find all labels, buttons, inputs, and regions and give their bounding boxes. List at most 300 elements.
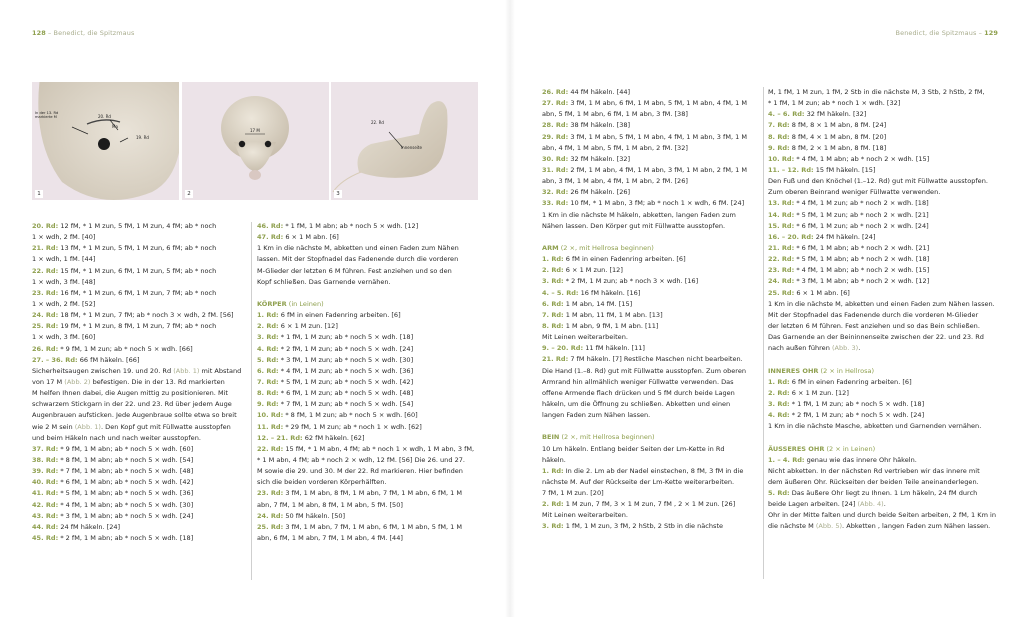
- text-line: [542, 232, 747, 243]
- round-label: 41. Rd:: [32, 489, 59, 498]
- round-label: 3. Rd:: [542, 277, 564, 286]
- text-line: [768, 444, 996, 455]
- text-line: [257, 277, 474, 288]
- round-label: 8. Rd:: [257, 389, 279, 398]
- section-heading: BEIN: [542, 433, 560, 442]
- text-line: [542, 143, 747, 154]
- text-segment: abn, 5 fM, 1 M abn, 6 fM, 1 M abn, 3 fM. [38]: [542, 110, 688, 119]
- text-segment: 24 fM häkeln. [24]: [813, 232, 876, 241]
- text-segment: * 2 fM, 1 M zun; ab * noch 5 × wdh. [24]: [789, 411, 925, 420]
- text-segment: * 2 fM, 1 M abn; ab * noch 5 × wdh. [18]: [58, 533, 194, 542]
- text-segment: 50 fM häkeln. [50]: [283, 511, 346, 520]
- text-line: [768, 455, 996, 466]
- text-segment: 18 fM, * 1 M zun, 7 fM; ab * noch 3 × wdh, 2 fM. [56]: [58, 311, 234, 320]
- text-segment: 1 Km in die nächste M häkeln, abketten, langen Faden zum: [542, 210, 736, 219]
- text-line: [32, 511, 241, 522]
- round-label: 2. Rd:: [542, 266, 564, 275]
- text-segment: Nicht abketten. In der nächsten Rd vertrieben wir das innere mit: [768, 466, 980, 475]
- text-line: [32, 277, 241, 288]
- text-segment: Das äußere Ohr liegt zu Ihnen. 1 Lm häkeln, 24 fM durch: [789, 489, 978, 498]
- round-label: 39. Rd:: [32, 467, 59, 476]
- photo-1-number: 1: [35, 190, 43, 198]
- text-line: [32, 477, 241, 488]
- round-label: 7. Rd:: [257, 377, 279, 386]
- photo-3-number: 3: [334, 190, 342, 198]
- text-segment: lassen. Mit der Stopfnadel das Fadenende durch die vorderen: [257, 255, 459, 264]
- text-line: [32, 377, 241, 388]
- round-label: 47. Rd:: [257, 233, 284, 242]
- text-line: [768, 410, 996, 421]
- text-line: [32, 444, 241, 455]
- text-line: [542, 120, 747, 131]
- round-label: 46. Rd:: [257, 222, 284, 230]
- text-line: [542, 265, 747, 276]
- text-segment: 3 fM, 1 M abn, 6 fM, 1 M abn, 5 fM, 1 M abn, 4 fM, 1 M: [568, 99, 748, 108]
- text-line: [768, 198, 996, 209]
- text-segment: 6 × 1 M zun. [12]: [278, 322, 338, 331]
- text-segment: 1 Km in die nächste M, abketten und einen Faden zum Nähen: [257, 244, 459, 253]
- text-line: [768, 332, 996, 343]
- text-line: [32, 422, 241, 433]
- text-line: [542, 221, 747, 232]
- text-line: [257, 299, 474, 310]
- round-label: 37. Rd:: [32, 444, 59, 453]
- text-segment: Armrand hin allmählich weniger Füllwatte verwenden. Das: [542, 377, 734, 386]
- figure-reference: (Abb. 3): [831, 344, 859, 353]
- text-segment: abn, 3 fM, 1 M abn, 4 fM, 1 M abn, 2 fM. [26]: [542, 177, 688, 186]
- text-line: [32, 299, 241, 310]
- text-segment: 32 fM häkeln. [32]: [804, 110, 867, 119]
- round-label: 2. Rd:: [257, 322, 279, 331]
- round-label: 25. Rd:: [768, 288, 795, 297]
- text-segment: * 8 fM, 1 M zun; ab * noch 5 × wdh. [60]: [283, 411, 418, 420]
- text-line: [257, 455, 474, 466]
- text-line: [32, 410, 241, 421]
- text-line: [257, 254, 474, 265]
- round-label: 1. Rd:: [768, 377, 790, 386]
- text-line: [542, 176, 747, 187]
- round-label: 32. Rd:: [542, 188, 569, 197]
- text-segment: * 4 fM, 1 M abn; ab * noch 2 × wdh. [15]: [794, 154, 930, 163]
- text-line: [768, 187, 996, 198]
- text-segment: abn, 7 fM, 1 M abn, 8 fM, 1 M abn, 5 fM. [50]: [257, 500, 403, 509]
- figure-reference: (Abb. 4): [857, 500, 884, 509]
- text-line: [768, 399, 996, 410]
- text-line: [32, 500, 241, 511]
- text-segment: mit Abstand: [199, 366, 242, 375]
- round-label: 28. Rd:: [542, 121, 569, 130]
- text-line: [542, 455, 747, 466]
- round-label: 1. – 4. Rd:: [768, 455, 805, 464]
- text-line: [32, 433, 241, 444]
- text-segment: M sowie die 29. und 30. M der 22. Rd markieren. Hier befinden: [257, 467, 463, 476]
- text-segment: 12 fM, * 1 M zun, 5 fM, 1 M zun, 4 fM; ab * noch: [58, 222, 217, 230]
- text-segment: 1 M abn, 9 fM, 1 M abn. [11]: [563, 321, 659, 330]
- text-line: [257, 377, 474, 388]
- text-line: [542, 187, 747, 198]
- text-segment: * 2 fM, 1 M zun; ab * noch 5 × wdh. [24]: [278, 344, 414, 353]
- round-label: 7. Rd:: [542, 310, 564, 319]
- text-line: [542, 198, 747, 209]
- photo-3-annotation-inside: Innenseite: [401, 145, 422, 150]
- text-segment: 8 fM, 2 × 1 M abn, 8 fM. [18]: [789, 143, 887, 152]
- text-segment: genau wie das innere Ohr häkeln.: [804, 455, 917, 464]
- text-segment: 38 fM häkeln. [38]: [568, 121, 631, 130]
- round-label: 27. Rd:: [542, 99, 569, 108]
- text-line: [32, 466, 241, 477]
- round-label: 4. – 6. Rd:: [768, 110, 805, 119]
- text-line: [257, 221, 474, 232]
- text-line: [768, 354, 996, 365]
- text-line: [542, 388, 747, 399]
- round-label: 11. Rd:: [257, 422, 284, 431]
- text-segment: . Abketten , langen Faden zum Nähen lassen.: [842, 522, 991, 531]
- text-line: [257, 266, 474, 277]
- text-segment: * 6 fM, 1 M zun; ab * noch 2 × wdh. [24]: [794, 221, 929, 230]
- text-segment: der letzten 6 M führen. Fest anziehen und so das Bein schließen.: [768, 321, 980, 330]
- round-label: 12. – 21. Rd:: [257, 433, 303, 442]
- text-segment: * 1 fM, 1 M zun; ab * noch 1 × wdh. [32]: [768, 99, 901, 108]
- text-line: [32, 243, 241, 254]
- text-line: [257, 477, 474, 488]
- round-label: 25. Rd:: [32, 322, 59, 331]
- text-segment: Mit der Stopfnadel das Fadenende durch die vorderen M-Glieder: [768, 310, 979, 319]
- text-line: [768, 243, 996, 254]
- round-label: 6. Rd:: [257, 366, 279, 375]
- text-line: [768, 510, 996, 521]
- text-segment: Ohr in der Mitte falten und durch beide Seiten arbeiten, 2 fM, 1 Km in: [768, 511, 997, 520]
- text-line: [32, 355, 241, 366]
- text-line: [542, 466, 747, 477]
- text-segment: 6 × 1 M abn. [6]: [283, 233, 339, 242]
- text-segment: * 1 fM, 1 M zun; ab * noch 5 × wdh. [18]: [278, 333, 414, 342]
- text-line: [768, 254, 996, 265]
- text-line: [542, 332, 747, 343]
- text-segment: 15 fM, * 1 M zun, 6 fM, 1 M zun, 5 fM; ab * noch: [58, 266, 217, 275]
- round-label: 13. Rd:: [768, 199, 795, 208]
- round-label: 2. Rd:: [542, 500, 564, 509]
- text-line: [542, 288, 747, 299]
- text-line: [32, 310, 241, 321]
- text-segment: * 3 fM, 1 M zun; ab * noch 5 × wdh. [30]: [278, 355, 414, 364]
- round-label: 31. Rd:: [542, 165, 569, 174]
- round-label: 10. Rd:: [257, 411, 284, 420]
- text-segment: * 3 fM, 1 M abn; ab * noch 2 × wdh. [12]: [794, 277, 930, 286]
- text-segment: . Den Kopf gut mit Füllwatte ausstopfen: [100, 422, 231, 431]
- running-header-left: 128 – Benedict, die Spitzmaus: [32, 29, 135, 37]
- text-line: [768, 276, 996, 287]
- text-segment: * 1 fM, 1 M abn; ab * noch 5 × wdh. [12]: [283, 222, 419, 230]
- text-segment: abn, 6 fM, 1 M abn, 7 fM, 1 M abn, 4 fM. [44]: [257, 533, 403, 542]
- text-segment: 6 × 1 M zun. [12]: [789, 388, 849, 397]
- text-segment: * 1 fM, 1 M zun; ab * noch 5 × wdh. [18]: [789, 399, 925, 408]
- text-segment: * 5 fM, 1 M abn; ab * noch 2 × wdh. [18]: [794, 255, 930, 264]
- round-label: 10. Rd:: [768, 154, 795, 163]
- round-label: 3. Rd:: [768, 399, 790, 408]
- text-segment: Mit Leinen weiterarbeiten.: [542, 333, 628, 342]
- text-segment: 6 fM in einen Fadenring arbeiten. [6]: [563, 255, 686, 264]
- text-segment: 8 fM, 4 × 1 M abn, 8 fM. [20]: [789, 132, 887, 141]
- text-segment: (2 ×, mit Hellrosa beginnen): [559, 433, 655, 442]
- text-line: [768, 310, 996, 321]
- round-label: 44. Rd:: [32, 522, 59, 531]
- text-segment: * 5 fM, 1 M zun; ab * noch 2 × wdh. [21]: [794, 210, 929, 219]
- text-column-1: [32, 221, 241, 544]
- round-label: 24. Rd:: [257, 511, 284, 520]
- figure-reference: (Abb. 1): [173, 366, 200, 375]
- text-line: [32, 332, 241, 343]
- text-segment: 1 × wdh, 3 fM. [48]: [32, 277, 96, 286]
- text-segment: befestigen. Die in der 13. Rd markierten: [90, 377, 225, 386]
- text-line: [542, 343, 747, 354]
- column-divider-right: [763, 87, 764, 579]
- photo-1-annotation-ma: Ma: [112, 124, 118, 129]
- text-line: [257, 243, 474, 254]
- text-segment: Nähen lassen. Den Körper gut mit Füllwatte ausstopfen.: [542, 221, 726, 230]
- running-header-right: Benedict, die Spitzmaus – 129: [895, 29, 998, 37]
- text-line: [32, 366, 241, 377]
- text-segment: 7 fM häkeln. [7] Restliche Maschen nicht bearbeiten.: [568, 355, 743, 364]
- text-segment: Das Garnende an der Beininnenseite zwischen der 22. und 23. Rd: [768, 333, 984, 342]
- text-segment: * 6 fM, 1 M abn; ab * noch 5 × wdh. [42]: [58, 478, 194, 487]
- text-segment: Mit Leinen weiterarbeiten.: [542, 511, 628, 520]
- section-heading: ÄUSSERES OHR: [768, 444, 825, 453]
- text-line: [542, 432, 747, 443]
- text-segment: * 2 fM, 1 M zun; ab * noch 3 × wdh. [16]: [563, 277, 699, 286]
- text-segment: * 4 fM, 1 M zun; ab * noch 5 × wdh. [36]: [278, 366, 414, 375]
- text-line: [542, 421, 747, 432]
- round-label: 6. Rd:: [542, 299, 564, 308]
- photo-1-head-eyes: [32, 82, 179, 200]
- text-segment: 7 fM, 1 M zun. [20]: [542, 489, 604, 498]
- round-label: 45. Rd:: [32, 533, 59, 542]
- text-line: [32, 321, 241, 332]
- text-line: [257, 500, 474, 511]
- text-segment: 6 fM in einen Fadenring arbeiten. [6]: [789, 377, 912, 386]
- text-segment: 44 fM häkeln. [44]: [568, 88, 631, 96]
- round-label: 20. Rd:: [32, 222, 59, 230]
- text-line: [768, 221, 996, 232]
- round-label: 38. Rd:: [32, 455, 59, 464]
- text-line: [768, 321, 996, 332]
- text-segment: * 4 fM, 1 M abn; ab * noch 2 × wdh. [15]: [794, 266, 930, 275]
- text-segment: 10 fM, * 1 M abn, 3 fM; ab * noch 1 × wdh, 6 fM. [24]: [568, 199, 745, 208]
- round-label: 4. – 5. Rd:: [542, 288, 579, 297]
- text-segment: 16 fM, * 1 M zun, 6 fM, 1 M zun, 7 fM; ab * noch: [58, 288, 217, 297]
- round-label: 8. Rd:: [542, 321, 564, 330]
- text-line: [257, 366, 474, 377]
- text-segment: 1 M abn, 14 fM. [15]: [563, 299, 633, 308]
- text-segment: * 6 fM, 1 M zun; ab * noch 5 × wdh. [48]: [278, 389, 414, 398]
- text-line: [257, 399, 474, 410]
- text-line: [257, 310, 474, 321]
- text-line: [32, 488, 241, 499]
- text-line: [257, 422, 474, 433]
- round-label: 2. Rd:: [768, 388, 790, 397]
- text-line: [257, 288, 474, 299]
- text-segment: Zum oberen Beinrand weniger Füllwatte verwenden.: [768, 188, 941, 197]
- text-segment: 24 fM häkeln. [24]: [58, 522, 121, 531]
- text-segment: von 17 M: [32, 377, 65, 386]
- round-label: 15. Rd:: [768, 221, 795, 230]
- text-segment: * 1 M abn, 4 fM; ab * noch 2 × wdh, 12 fM. [56] Die 26. und 27.: [257, 455, 465, 464]
- text-segment: wie 2 M sein: [32, 422, 75, 431]
- round-label: 4. Rd:: [768, 411, 790, 420]
- text-column-2: [257, 221, 474, 544]
- text-line: [542, 377, 747, 388]
- round-label: 26. Rd:: [32, 344, 59, 353]
- text-segment: Den Fuß und den Knöchel (1.–12. Rd) gut mit Füllwatte ausstopfen.: [768, 177, 988, 186]
- round-label: 27. – 36. Rd:: [32, 355, 78, 364]
- text-line: [257, 444, 474, 455]
- text-segment: (2 × in Leinen): [824, 444, 876, 453]
- text-line: [768, 165, 996, 176]
- text-line: [768, 421, 996, 432]
- round-label: 23. Rd:: [32, 288, 59, 297]
- text-segment: * 6 fM, 1 M abn; ab * noch 2 × wdh. [21]: [794, 243, 930, 252]
- text-line: [257, 410, 474, 421]
- text-line: [257, 388, 474, 399]
- text-segment: 1 M zun, 7 fM, 3 × 1 M zun, 7 fM , 2 × 1 M zun. [26]: [563, 500, 736, 509]
- text-line: [768, 488, 996, 499]
- text-segment: 62 fM häkeln. [62]: [302, 433, 365, 442]
- text-segment: 26 fM häkeln. [26]: [568, 188, 631, 197]
- text-segment: die nächste M: [768, 522, 816, 531]
- text-segment: M helfen Ihnen dabei, die Augen mittig zu positionieren. Mit: [32, 389, 228, 398]
- text-segment: 8 fM, 8 × 1 M abn, 8 fM. [24]: [789, 121, 887, 130]
- text-segment: 13 fM, * 1 M zun, 5 fM, 1 M zun, 6 fM; ab * noch: [58, 244, 217, 253]
- text-segment: Sicherheitsaugen zwischen 19. und 20. Rd: [32, 366, 174, 375]
- figure-reference: (Abb. 5): [815, 522, 843, 531]
- round-label: 9. Rd:: [768, 143, 790, 152]
- text-segment: 32 fM häkeln. [32]: [568, 154, 631, 163]
- round-label: 5. Rd:: [257, 355, 279, 364]
- text-segment: 6 × 1 M abn. [6]: [794, 288, 850, 297]
- text-segment: * 5 fM, 1 M zun; ab * noch 5 × wdh. [42]: [278, 377, 414, 386]
- text-line: [542, 299, 747, 310]
- text-line: [768, 299, 996, 310]
- text-line: [32, 344, 241, 355]
- text-line: [768, 120, 996, 131]
- section-heading: INNERES OHR: [768, 366, 819, 375]
- section-heading: KÖRPER: [257, 299, 287, 308]
- text-line: [542, 321, 747, 332]
- text-segment: .: [858, 344, 861, 353]
- text-segment: 1 Km in die nächste Masche, abketten und Garnenden vernähen.: [768, 422, 982, 431]
- text-segment: 6 fM in einen Fadenring arbeiten. [6]: [278, 311, 401, 320]
- text-segment: schwarzem Stickgarn in der 22. und 23. Rd über jedem Auge: [32, 400, 232, 409]
- text-line: [542, 165, 747, 176]
- text-line: [257, 533, 474, 544]
- text-column-3: [542, 87, 747, 533]
- round-label: 5. Rd:: [768, 489, 790, 498]
- round-label: 22. Rd:: [768, 255, 795, 264]
- photo-3-annotation-rd: 22. Rd: [371, 120, 384, 125]
- text-segment: 1 M abn, 11 fM, 1 M abn. [13]: [563, 310, 663, 319]
- text-segment: * 7 fM, 1 M abn; ab * noch 5 × wdh. [48]: [58, 467, 194, 476]
- page-gutter: [505, 0, 515, 617]
- text-line: [768, 143, 996, 154]
- round-label: 21. Rd:: [32, 244, 59, 253]
- text-line: [542, 366, 747, 377]
- round-label: 16. – 20. Rd:: [768, 232, 814, 241]
- text-line: [542, 87, 747, 98]
- round-label: 3. Rd:: [257, 333, 279, 342]
- text-line: [768, 265, 996, 276]
- text-line: [542, 310, 747, 321]
- text-line: [32, 533, 241, 544]
- round-label: 24. Rd:: [768, 277, 795, 286]
- round-label: 22. Rd:: [257, 444, 284, 453]
- round-label: 21. Rd:: [768, 243, 795, 252]
- text-line: [542, 243, 747, 254]
- round-label: 24. Rd:: [32, 311, 59, 320]
- round-label: 1. Rd:: [542, 466, 564, 475]
- text-line: [768, 154, 996, 165]
- text-line: [542, 499, 747, 510]
- text-segment: 1 Km in die nächste M, abketten und einen Faden zum Nähen lassen.: [768, 299, 995, 308]
- text-line: [542, 510, 747, 521]
- text-line: [32, 522, 241, 533]
- text-line: [768, 87, 996, 98]
- text-line: [257, 321, 474, 332]
- photo-2-number: 2: [185, 190, 193, 198]
- text-segment: häkeln, um die Öffnung zu schließen. Abketten und einen: [542, 399, 731, 408]
- text-segment: langen Faden zum Nähen lassen.: [542, 411, 651, 420]
- text-segment: Kopf schließen. Das Garnende vernähen.: [257, 277, 391, 286]
- text-segment: * 9 fM, 1 M zun; ab * noch 5 × wdh. [66]: [58, 344, 193, 353]
- text-line: [542, 488, 747, 499]
- text-line: [542, 132, 747, 143]
- text-segment: nächste M. Auf der Rückseite der Lm-Kette weiterarbeiten.: [542, 477, 735, 486]
- text-line: [768, 377, 996, 388]
- section-heading: ARM: [542, 243, 559, 252]
- round-label: 7. Rd:: [768, 121, 790, 130]
- text-segment: M-Glieder der letzten 6 M führen. Fest anziehen und so den: [257, 266, 452, 275]
- text-column-4: [768, 87, 996, 533]
- round-label: 42. Rd:: [32, 500, 59, 509]
- text-line: [542, 399, 747, 410]
- text-segment: 16 fM häkeln. [16]: [578, 288, 641, 297]
- text-segment: abn, 4 fM, 1 M abn, 5 fM, 1 M abn, 2 fM. [32]: [542, 143, 688, 152]
- text-line: [768, 343, 996, 354]
- text-line: [542, 276, 747, 287]
- round-label: 43. Rd:: [32, 511, 59, 520]
- text-segment: * 3 fM, 1 M abn; ab * noch 5 × wdh. [24]: [58, 511, 194, 520]
- text-line: [768, 109, 996, 120]
- text-line: [768, 98, 996, 109]
- figure-reference: (Abb. 2): [64, 377, 91, 386]
- text-line: [768, 210, 996, 221]
- round-label: 40. Rd:: [32, 478, 59, 487]
- text-line: [542, 444, 747, 455]
- text-segment: .: [883, 500, 886, 509]
- round-label: 29. Rd:: [542, 132, 569, 141]
- text-segment: 19 fM, * 1 M zun, 8 fM, 1 M zun, 7 fM; ab * noch: [58, 322, 217, 331]
- text-line: [257, 488, 474, 499]
- photo-2-annotation: 17 M: [250, 128, 260, 133]
- text-line: [257, 511, 474, 522]
- text-segment: 1 fM, 1 M zun, 3 fM, 2 hStb, 2 Stb in die nächste: [563, 522, 724, 531]
- text-segment: 15 fM, * 1 M abn, 4 fM; ab * noch 1 × wdh, 1 M abn, 3 fM,: [283, 444, 475, 453]
- text-segment: 11 fM häkeln. [11]: [583, 344, 645, 353]
- text-segment: Augenbrauen aufsticken. Jede Augenbraue sollte etwa so breit: [32, 411, 237, 420]
- text-line: [542, 109, 747, 120]
- text-line: [768, 432, 996, 443]
- text-segment: 1 × wdh, 1 fM. [44]: [32, 255, 96, 264]
- text-line: [32, 288, 241, 299]
- photo-1-annotation-rd19: 19. Rd: [136, 135, 149, 140]
